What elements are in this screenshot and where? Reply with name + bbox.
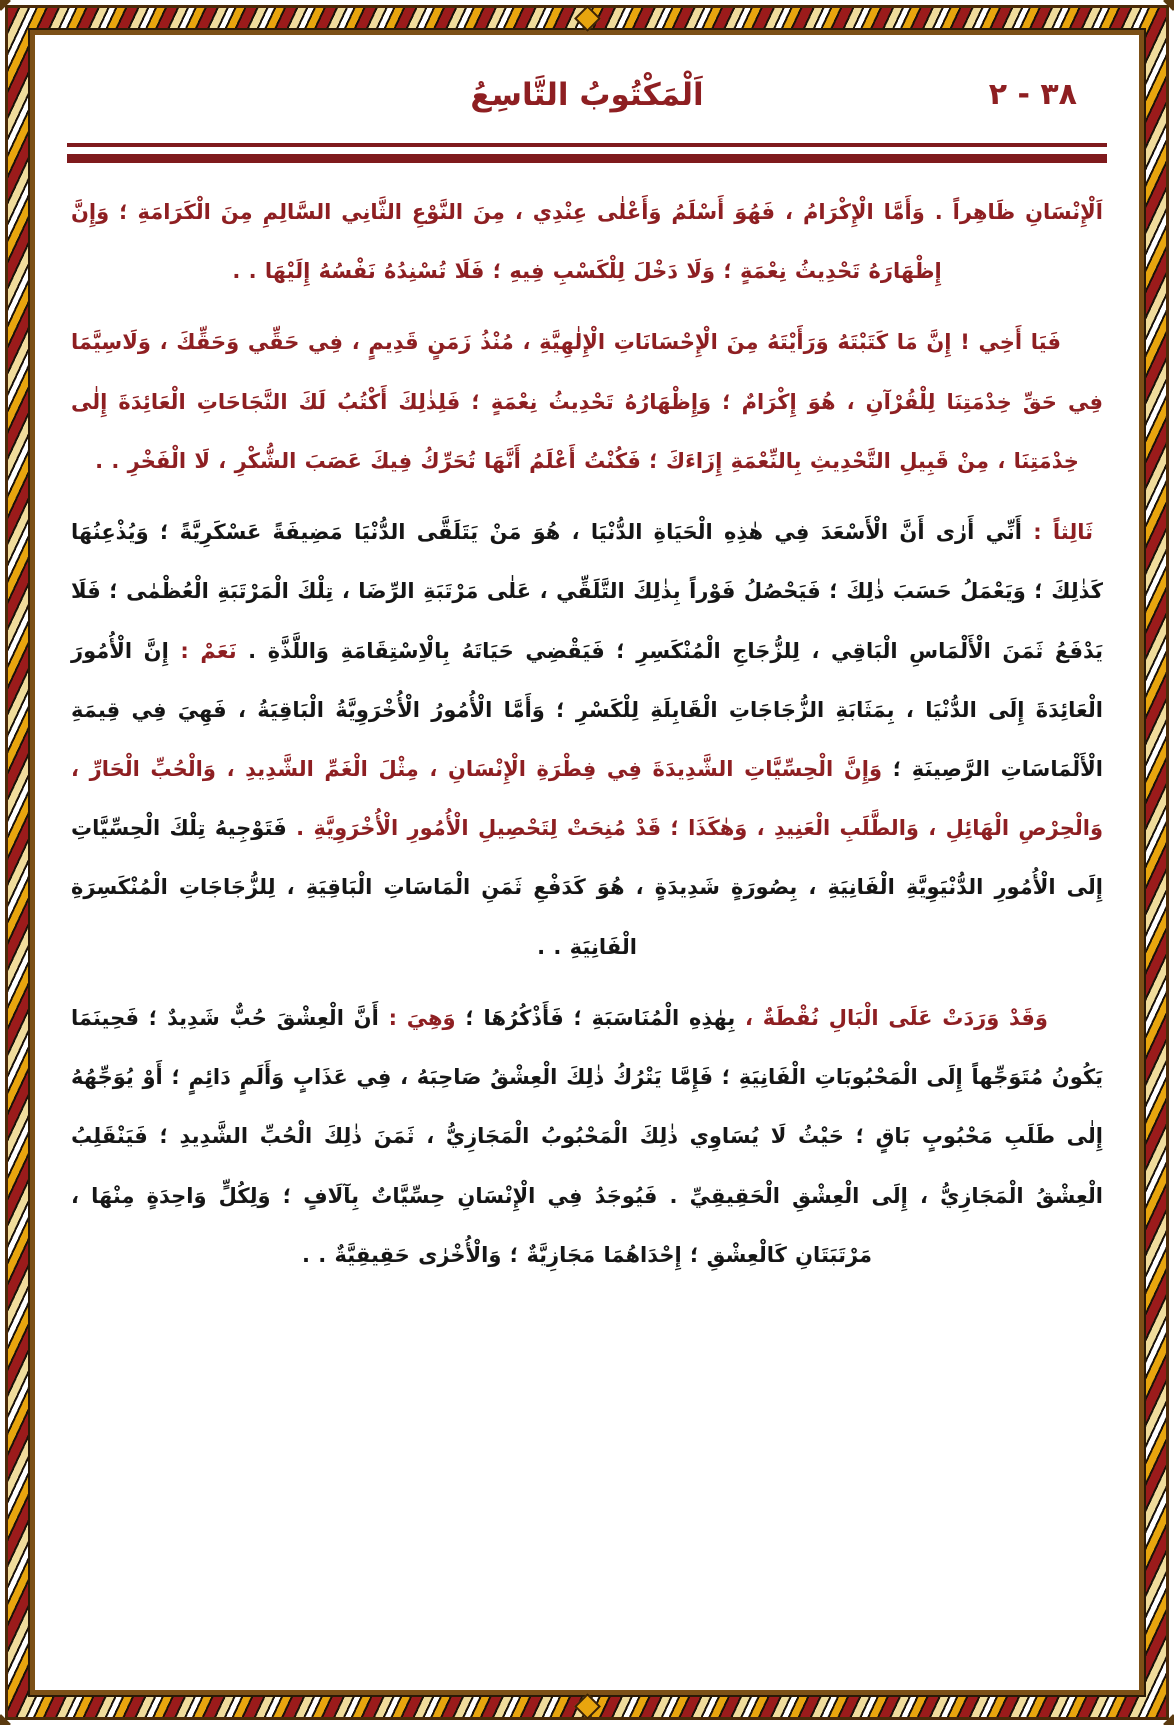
paragraph-3 [71, 503, 1103, 977]
text-run-black: إِنَّ الْأُمُورَ الْعَائِدَةَ إِلَى الدُّنْيَا ، بِمَثَابَةِ الزُّجَاجَاتِ الْقَابِلَةِ لِلْكَسْرِ ؛ وَأَمَّا الْأُمُورُ الْأُخْرَوِيَّةُ الْبَاقِيَةُ ، فَهِيَ فِي قِيمَةِ الْأَلْمَاسَاتِ الرَّصِينَةِ ؛ [71, 638, 1104, 781]
text-run-black: فَتَوْجِيهُ تِلْكَ الْحِسِّيَّاتِ إِلَى الْأُمُورِ الدُّنْيَوِيَّةِ الْفَانِيَةِ ، بِصُورَةٍ شَدِيدَةٍ ، هُوَ كَدَفْعِ ثَمَنِ الْمَاسَاتِ الْبَاقِيَةِ ، لِلزُّجَاجَاتِ الْمُنْكَسِرَةِ الْفَانِيَةِ . . [71, 816, 1103, 959]
body-text [65, 183, 1109, 1285]
paragraph-1 [71, 183, 1103, 301]
text-run-black: بِهٰذِهِ الْمُنَاسَبَةِ ؛ فَأَذْكُرُهَا ؛ [455, 1005, 736, 1030]
text-run-red: وَإِنَّ الْحِسِّيَّاتِ الشَّدِيدَةَ فِي فِطْرَةِ الْإِنْسَانِ ، مِثْلَ الْغَمِّ الشَّدِيدِ ، وَالْحُبِّ الْحَارِّ ، وَالْحِرْصِ الْهَائِلِ ، وَالطَّلَبِ الْعَنِيدِ ، وَهٰكَذَا ؛ قَدْ مُنِحَتْ لِتَحْصِيلِ الْأُمُورِ الْأُخْرَوِيَّةِ . [71, 756, 1104, 841]
page-number: ٣٨ - ٢ [988, 77, 1077, 112]
text-run-black: أَنَّ الْعِشْقَ حُبٌّ شَدِيدٌ ؛ فَحِينَمَا يَكُونُ مُتَوَجِّهاً إِلَى الْمَحْبُوبَاتِ الْفَانِيَةِ ؛ فَإِمَّا يَتْرُكُ ذٰلِكَ الْعِشْقُ صَاحِبَهُ ، فِي عَذَابٍ وَأَلَمٍ دَائِمٍ ؛ أَوْ يُوَجِّهُهُ إِلٰى طَلَبِ مَحْبُوبٍ بَاقٍ ؛ حَيْثُ لَا يُسَاوِي ذٰلِكَ الْمَحْبُوبُ الْمَجَازِيُّ ، ثَمَنَ ذٰلِكَ الْحُبِّ الشَّدِيدِ ؛ فَيَنْقَلِبُ الْعِشْقُ الْمَجَازِيُّ ، إِلَى الْعِشْقِ الْحَقِيقِيِّ . فَيُوجَدُ فِي الْإِنْسَانِ حِسِّيَّاتٌ بِآلَافٍ ؛ وَلِكُلٍّ وَاحِدَةٍ مِنْهَا ، مَرْتَبَتَانِ كَالْعِشْقِ ؛ إِحْدَاهُمَا مَجَازِيَّةٌ ؛ وَالْأُخْرٰى حَقِيقِيَّةٌ . . [71, 1005, 1103, 1267]
paragraph-2 [71, 313, 1103, 491]
header-double-rule [67, 143, 1107, 163]
page-content [30, 30, 1144, 1695]
page-header [65, 55, 1109, 133]
text-run-red: وَقَدْ وَرَدَتْ عَلَى الْبَالِ نُقْطَةٌ ، [735, 1005, 1048, 1030]
text-run-black: أَنِّي أَرٰى أَنَّ الْأَسْعَدَ فِي هٰذِهِ الْحَيَاةِ الدُّنْيَا ، هُوَ مَنْ يَتَلَقَّى الدُّنْيَا مَضِيفَةً عَسْكَرِيَّةً ؛ وَيُذْعِنُهَا كَذٰلِكَ ؛ وَيَعْمَلُ حَسَبَ ذٰلِكَ ؛ فَيَحْصُلُ فَوْراً بِذٰلِكَ التَّلَقِّي ، عَلٰى مَرْتَبَةِ الرِّضَا ، تِلْكَ الْمَرْتَبَةِ الْعُظْمٰى ؛ فَلَا يَدْفَعُ ثَمَنَ الْأَلْمَاسِ الْبَاقِي ، لِلزُّجَاجِ الْمُنْكَسِرِ ؛ فَيَقْضِي حَيَاتَهُ بِالْاِسْتِقَامَةِ وَاللَّذَّةِ . [71, 520, 1103, 663]
text-run-red: ثَالِثاً : [1021, 520, 1093, 545]
page-title: اَلْمَكْتُوبُ التَّاسِعُ [470, 77, 704, 113]
text-run-red: نَعَمْ : [168, 638, 237, 663]
text-run-red: اَلْإِنْسَانِ ظَاهِراً . وَأَمَّا الْإِكْرَامُ ، فَهُوَ أَسْلَمُ وَأَعْلٰى عِنْدِي ، مِنَ النَّوْعِ الثَّانِي السَّالِمِ مِنَ الْكَرَامَةِ ؛ وَإِنَّ إِظْهَارَهُ تَحْدِيثُ نِعْمَةٍ ؛ وَلَا دَخْلَ لِلْكَسْبِ فِيهِ ؛ فَلَا تُسْنِدُهُ نَفْسُهُ إِلَيْهَا . . [71, 200, 1103, 284]
text-run-red: وَهِيَ : [378, 1005, 456, 1030]
text-run-red: فَيَا أَخِي ! إِنَّ مَا كَتَبْتَهُ وَرَأَيْتَهُ مِنَ الْإِحْسَانَاتِ الْإِلٰهِيَّةِ ، مُنْذُ زَمَنٍ قَدِيمٍ ، فِي حَقِّي وَحَقِّكَ ، وَلَاسِيَّمَا فِي حَقِّ خِدْمَتِنَا لِلْقُرْآنِ ، هُوَ إِكْرَامٌ ؛ وَإِظْهَارُهُ تَحْدِيثُ نِعْمَةٍ ؛ فَلِذٰلِكَ أَكْتُبُ لَكَ النَّجَاحَاتِ الْعَائِدَةَ إِلٰى خِدْمَتِنَا ، مِنْ قَبِيلِ التَّحْدِيثِ بِالنِّعْمَةِ إِزَاءَكَ ؛ فَكُنْتُ أَعْلَمُ أَنَّهَا تُحَرِّكُ فِيكَ عَصَبَ الشُّكْرِ ، لَا الْفَخْرِ . . [71, 330, 1103, 473]
paragraph-4 [71, 989, 1103, 1285]
